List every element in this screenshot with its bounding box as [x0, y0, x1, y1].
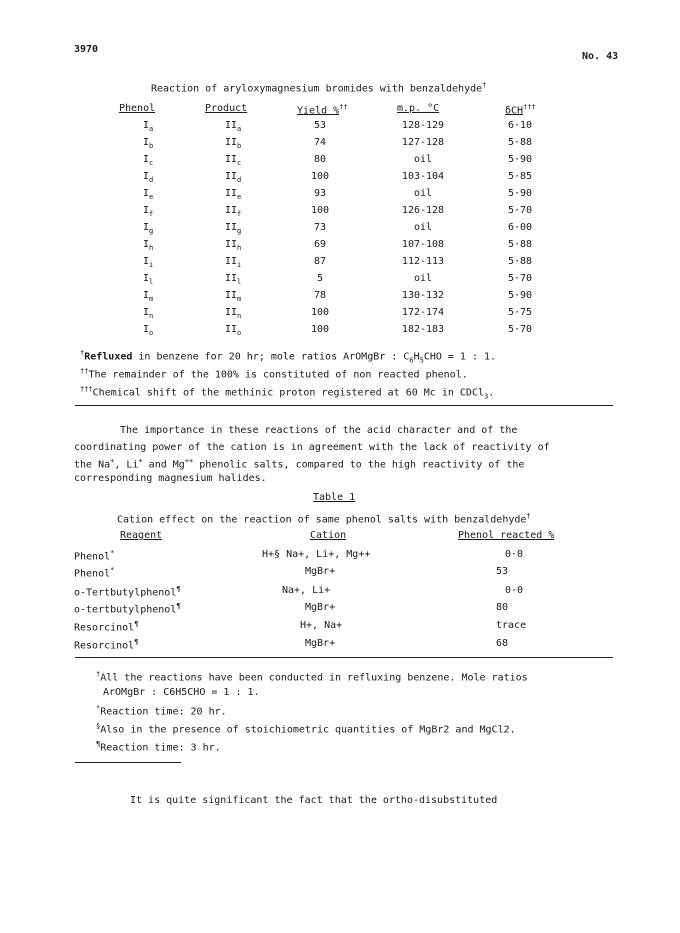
- table-1-bottom-rule: [75, 657, 613, 658]
- mp-cell: oil: [413, 222, 433, 233]
- product-cell: $II_m$: [225, 290, 242, 303]
- table-1-footnote-3: §Also in the presence of stoichiometric quantities of MgBr2 and MgCl2.: [96, 722, 516, 736]
- mp-cell: 128-129: [401, 120, 445, 131]
- paragraph-line-1: The importance in these reactions of the acid character and of the: [120, 425, 518, 436]
- table-row: [0, 585, 680, 599]
- reacted-cell: 0·0: [505, 585, 524, 596]
- issue-number: No. 43: [582, 51, 619, 62]
- table-row: [0, 120, 680, 134]
- table-row: [0, 620, 680, 634]
- phenol-cell: $I_c$: [143, 154, 154, 167]
- cation-cell: MgBr+: [305, 566, 336, 577]
- table-row: [0, 137, 680, 151]
- table-1-label: Table 1: [313, 492, 356, 503]
- delta-cell: 5·70: [507, 273, 533, 284]
- cation-cell: H+§ Na+, Li+, Mg++: [262, 549, 371, 560]
- reacted-cell: 0·0: [505, 549, 524, 560]
- product-cell: $II_h$: [225, 239, 242, 252]
- phenol-cell: $I_n$: [143, 307, 154, 320]
- reacted-cell: 68: [496, 638, 509, 649]
- delta-cell: 5·90: [507, 290, 533, 301]
- table-row: [0, 205, 680, 219]
- cation-cell: H+, Na+: [300, 620, 343, 631]
- delta-cell: 5·75: [507, 307, 533, 318]
- table-row: [0, 222, 680, 236]
- mp-cell: oil: [413, 154, 433, 165]
- yield-cell: 100: [310, 171, 330, 182]
- product-cell: $II_c$: [225, 154, 242, 167]
- mp-cell: 127-128: [401, 137, 445, 148]
- page-number: 3970: [74, 44, 99, 55]
- yield-cell: 74: [313, 137, 327, 148]
- delta-cell: 5·88: [507, 256, 533, 267]
- phenol-cell: $I_g$: [143, 222, 154, 235]
- table-row: [0, 290, 680, 304]
- table-row: [0, 256, 680, 270]
- paragraph-line-3: the Na+, Li+ and Mg++ phenolic salts, compared to the high reactivity of the: [74, 457, 525, 471]
- footnote-separator: [75, 762, 181, 763]
- table-a-caption: Reaction of aryloxymagnesium bromides with benzaldehyde†: [151, 81, 487, 95]
- delta-cell: 6·00: [507, 222, 533, 233]
- mp-cell: 172-174: [401, 307, 445, 318]
- yield-cell: 100: [310, 205, 330, 216]
- mp-cell: 112-113: [401, 256, 445, 267]
- product-cell: $II_f$: [225, 205, 242, 218]
- reacted-cell: 80: [496, 602, 509, 613]
- delta-cell: 5·88: [507, 137, 533, 148]
- table-a-footnote-2: ††The remainder of the 100% is constituted of non reacted phenol.: [80, 367, 468, 381]
- table-1-footnote-4: ¶Reaction time: 3 hr.: [96, 740, 221, 754]
- yield-cell: 69: [313, 239, 327, 250]
- yield-cell: 100: [310, 324, 330, 335]
- reagent-cell: o-Tertbutylphenol¶: [74, 585, 181, 599]
- phenol-cell: $I_l$: [143, 273, 154, 286]
- closing-line: It is quite significant the fact that the ortho-disubstituted: [130, 795, 498, 806]
- paragraph-line-4: corresponding magnesium halides.: [74, 473, 267, 484]
- phenol-cell: $I_d$: [143, 171, 154, 184]
- delta-cell: 5·90: [507, 188, 533, 199]
- product-cell: $II_i$: [225, 256, 242, 269]
- reacted-cell: trace: [496, 620, 527, 631]
- table-a-header-product: Product: [205, 103, 248, 114]
- table-row: [0, 171, 680, 185]
- mp-cell: 126-128: [401, 205, 445, 216]
- delta-cell: 5·70: [507, 205, 533, 216]
- table-1-header-reacted: Phenol reacted %: [458, 530, 555, 541]
- table-a-header-phenol: Phenol: [119, 103, 156, 114]
- product-cell: $II_l$: [225, 273, 242, 286]
- table-a-footnote-3: †††Chemical shift of the methinic proton registered at 60 Mc in CDCl$_3$.: [80, 385, 495, 401]
- table-a-footnote-1: †Refluxed in benzene for 20 hr; mole ratios ArOMgBr : $C_6H_5CHO = 1$ : 1.: [80, 349, 497, 365]
- phenol-cell: $I_f$: [143, 205, 154, 218]
- product-cell: $II_b$: [225, 137, 242, 150]
- cation-cell: Na+, Li+: [282, 585, 331, 596]
- mp-cell: 182-183: [401, 324, 445, 335]
- table-1-caption: Cation effect on the reaction of same phenol salts with benzaldehyde†: [117, 512, 531, 526]
- yield-cell: 87: [313, 256, 327, 267]
- table-1-footnote-1: †All the reactions have been conducted in refluxing benzene. Mole ratios: [96, 670, 528, 684]
- product-cell: $II_e$: [225, 188, 242, 201]
- table-row: [0, 154, 680, 168]
- reagent-cell: Phenol*: [74, 566, 115, 580]
- table-a-header-delta: δCH†††: [505, 103, 536, 117]
- delta-cell: 5·85: [507, 171, 533, 182]
- table-1-footnote-1-cont: ArOMgBr : C6H5CHO = 1 : 1.: [103, 687, 260, 698]
- phenol-cell: $I_m$: [143, 290, 154, 303]
- table-a-bottom-rule: [75, 405, 613, 406]
- mp-cell: 103-104: [401, 171, 445, 182]
- mp-cell: oil: [413, 273, 433, 284]
- mp-cell: 107-108: [401, 239, 445, 250]
- product-cell: $II_o$: [225, 324, 242, 337]
- table-row: [0, 273, 680, 287]
- table-row: [0, 239, 680, 253]
- mp-cell: 130-132: [401, 290, 445, 301]
- phenol-cell: $I_h$: [143, 239, 154, 252]
- table-row: [0, 307, 680, 321]
- table-row: [0, 602, 680, 616]
- table-row: [0, 188, 680, 202]
- table-1-header-reagent: Reagent: [120, 530, 163, 541]
- delta-cell: 6·10: [507, 120, 533, 131]
- phenol-cell: $I_b$: [143, 137, 154, 150]
- reacted-cell: 53: [496, 566, 509, 577]
- table-1-header-cation: Cation: [310, 530, 347, 541]
- yield-cell: 53: [313, 120, 327, 131]
- table-row: [0, 638, 680, 652]
- yield-cell: 5: [316, 273, 324, 284]
- table-row: [0, 549, 680, 563]
- table-a-header-yield: Yield %††: [297, 103, 348, 117]
- yield-cell: 73: [313, 222, 327, 233]
- table-row: [0, 324, 680, 338]
- reagent-cell: o-tertbutylphenol¶: [74, 602, 181, 616]
- paragraph-line-2: coordinating power of the cation is in agreement with the lack of reactivity of: [74, 442, 550, 453]
- delta-cell: 5·90: [507, 154, 533, 165]
- cation-cell: MgBr+: [305, 602, 336, 613]
- phenol-cell: $I_e$: [143, 188, 154, 201]
- mp-cell: oil: [413, 188, 433, 199]
- yield-cell: 100: [310, 307, 330, 318]
- reagent-cell: Resorcinol¶: [74, 638, 139, 652]
- yield-cell: 80: [313, 154, 327, 165]
- phenol-cell: $I_a$: [143, 120, 154, 133]
- product-cell: $II_d$: [225, 171, 242, 184]
- delta-cell: 5·70: [507, 324, 533, 335]
- yield-cell: 78: [313, 290, 327, 301]
- reagent-cell: Resorcinol¶: [74, 620, 139, 634]
- phenol-cell: $I_o$: [143, 324, 154, 337]
- table-row: [0, 566, 680, 580]
- product-cell: $II_n$: [225, 307, 242, 320]
- yield-cell: 93: [313, 188, 327, 199]
- table-a-header-mp: m.p. °C: [397, 103, 440, 114]
- product-cell: $II_g$: [225, 222, 242, 235]
- cation-cell: MgBr+: [305, 638, 336, 649]
- table-1-footnote-2: *Reaction time: 20 hr.: [96, 704, 227, 718]
- reagent-cell: Phenol*: [74, 549, 115, 563]
- phenol-cell: $I_i$: [143, 256, 154, 269]
- delta-cell: 5·88: [507, 239, 533, 250]
- product-cell: $II_a$: [225, 120, 242, 133]
